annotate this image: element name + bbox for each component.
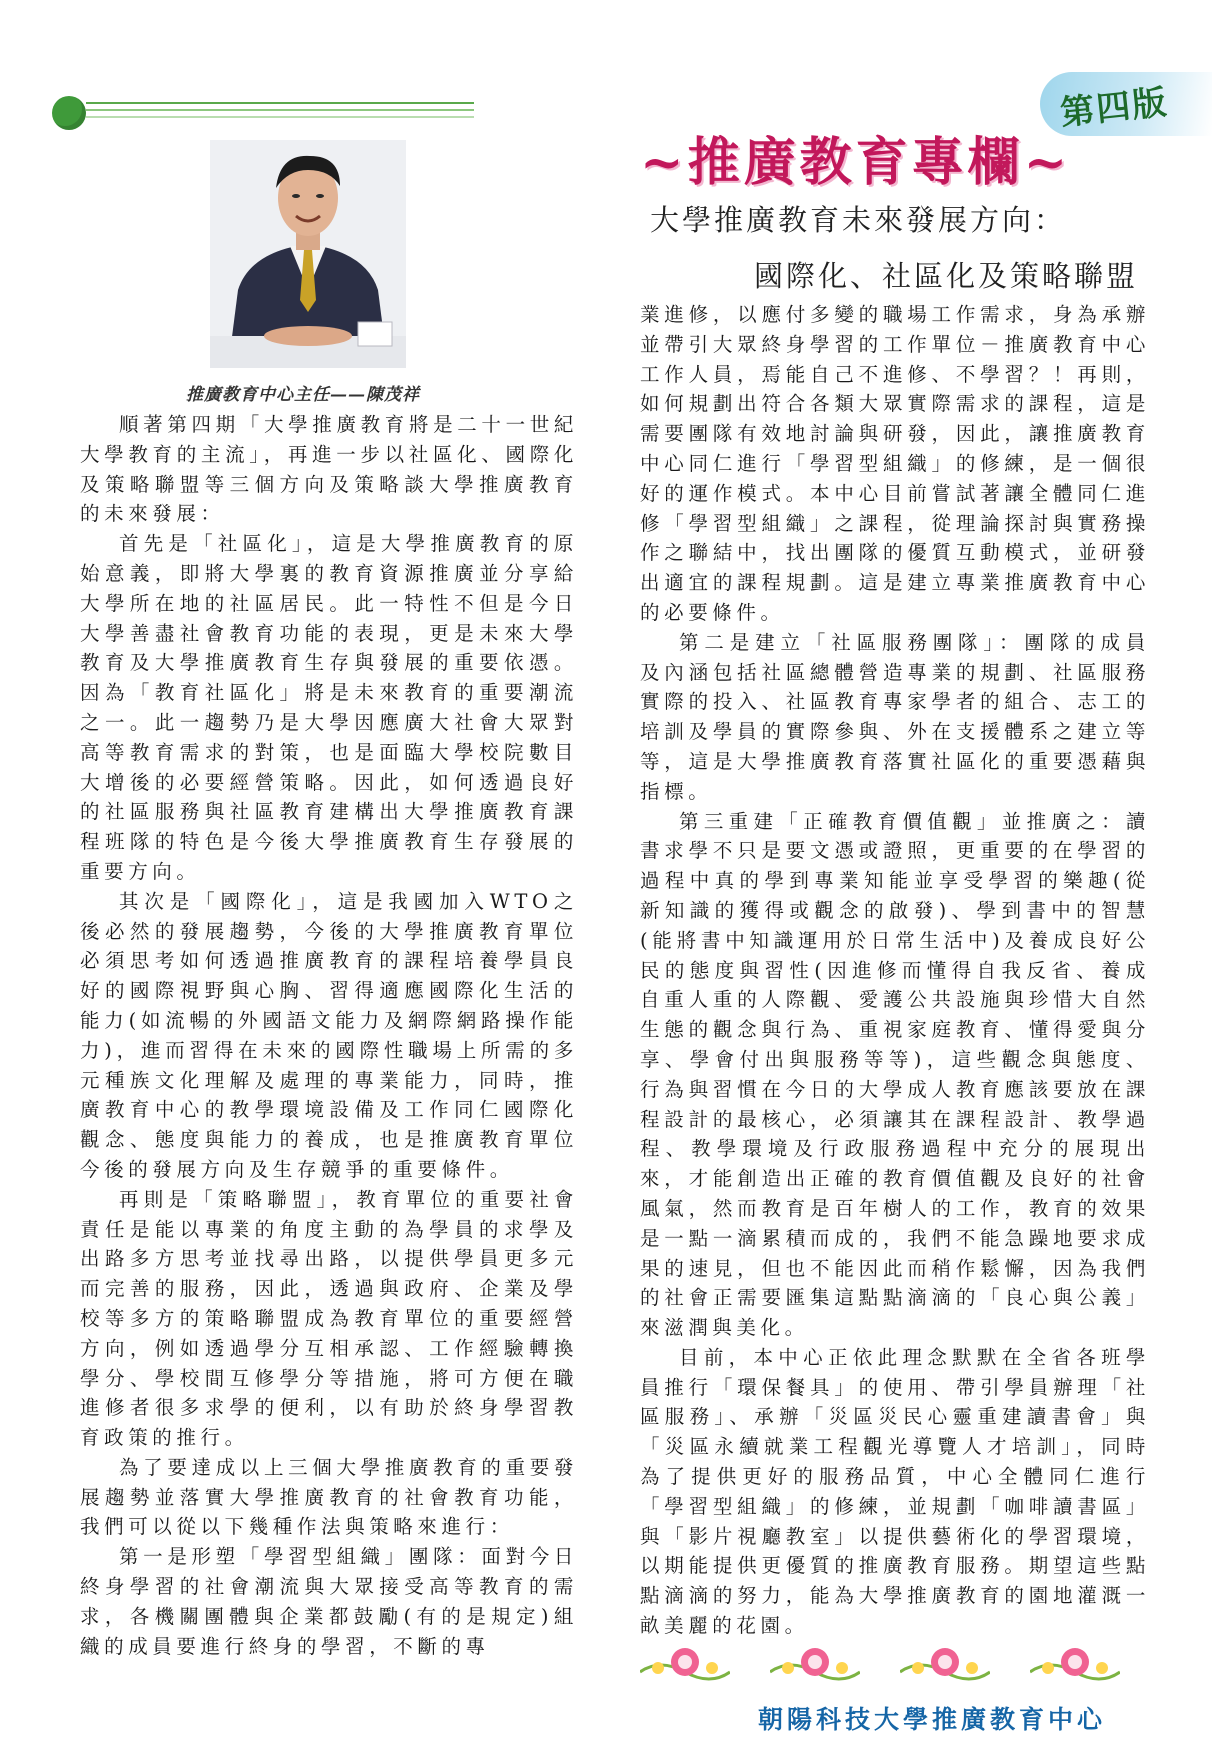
paragraph: 目前，本中心正依此理念默默在全省各班學員推行「環保餐具」的使用、帶引學員辦理「社區服務」、承辦「災區災民心靈重建讀書會」與「災區永續就業工程觀光導覽人才培訓」，同時為了提供更好的服務品質，中心全體同仁進行「學習型組織」的修練，並規劃「咖啡讀書區」與「影片視廳教室」以提供藝術化的學習環境，以期能提供更優質的推廣教育服務。期望這些點點滴滴的努力，能為大學推廣教育的園地灌溉一畝美麗的花園。 bbox=[640, 1345, 1150, 1638]
flower-ornament bbox=[770, 1642, 860, 1688]
column-title: ~推廣教育專欄~ bbox=[640, 132, 1072, 193]
flower-ornament bbox=[900, 1642, 990, 1688]
portrait-illustration bbox=[210, 140, 406, 368]
paragraph: 第一是形塑「學習型組織」團隊：面對今日終身學習的社會潮流與大眾接受高等教育的需求，各機關團體與企業都鼓勵(有的是規定)組織的成員要進行終身的學習，不斷的專 bbox=[80, 1545, 578, 1658]
flower-ornament bbox=[1030, 1642, 1120, 1688]
paragraph: 首先是「社區化」，這是大學推廣教育的原始意義，即將大學裏的教育資源推廣並分享給大學所在地的社區居民。此一特性不但是今日大學善盡社會教育功能的表現，更是未來大學教育及大學推廣教育生存與發展的重要依憑。因為「教育社區化」將是未來教育的重要潮流之一。此一趨勢乃是大學因應廣大社會大眾對高等教育需求的對策，也是面臨大學校院數目大增後的必要經營策略。因此，如何透過良好的社區服務與社區教育建構出大學推廣教育課程班隊的特色是今後大學推廣教育生存發展的重要方向。 bbox=[80, 532, 578, 883]
paragraph: 再則是「策略聯盟」，教育單位的重要社會責任是能以專業的角度主動的為學員的求學及出路多方思考並找尋出路，以提供學員更多元而完善的服務，因此，透過與政府、企業及學校等多方的策略聯盟成為教育單位的重要經營方向，例如透過學分互相承認、工作經驗轉換學分、學校間互修學分等措施，將可方便在職進修者很多求學的便利，以有助於終身學習教育政策的推行。 bbox=[80, 1187, 578, 1450]
photo-caption: 推廣教育中心主任——陳茂祥 bbox=[186, 385, 420, 405]
flower-border bbox=[640, 1636, 1140, 1696]
green-circle-ornament bbox=[52, 96, 86, 130]
green-line-ornament bbox=[86, 102, 474, 124]
paragraph: 第二是建立「社區服務團隊」：團隊的成員及內涵包括社區總體營造專業的規劃、社區服務實際的投入、社區教育專家學者的組合、志工的培訓及學員的實際參與、外在支援體系之建立等等，這是大學推廣教育落實社區化的重要憑藉與指標。 bbox=[640, 630, 1150, 803]
left-column bbox=[80, 410, 578, 1661]
article-title-line-1: 大學推廣教育未來發展方向： bbox=[650, 203, 1067, 237]
edition-label: 第四版 bbox=[1058, 82, 1171, 134]
article-title-line-2: 國際化、社區化及策略聯盟 bbox=[754, 259, 1139, 293]
director-portrait bbox=[210, 140, 406, 368]
flower-ornament bbox=[640, 1642, 730, 1688]
paragraph: 第三重建「正確教育價值觀」並推廣之：讀書求學不只是要文憑或證照，更重要的在學習的過程中真的學到專業知能並享受學習的樂趣(從新知識的獲得或觀念的啟發)、學到書中的智慧(能將書中知識運用於日常生活中)及養成良好公民的態度與習性(因進修而懂得自我反省、養成自重人重的人際觀、愛護公共設施與珍惜大自然生態的觀念與行為、重視家庭教育、懂得愛與分享、學會付出與服務等等)，這些觀念與態度、行為與習慣在今日的大學成人教育應該要放在課程設計的最核心，必須讓其在課程設計、教學過程、教學環境及行政服務過程中充分的展現出來，才能創造出正確的教育價值觀及良好的社會風氣，然而教育是百年樹人的工作，教育的效果是一點一滴累積而成的，我們不能急躁地要求成果的速見，但也不能因此而稍作鬆懈，因為我們的社會正需要匯集這點點滴滴的「良心與公義」來滋潤與美化。 bbox=[640, 809, 1150, 1340]
paragraph: 順著第四期「大學推廣教育將是二十一世紀大學教育的主流」，再進一步以社區化、國際化及策略聯盟等三個方向及策略談大學推廣教育的未來發展： bbox=[80, 413, 578, 526]
paragraph: 為了要達成以上三個大學推廣教育的重要發展趨勢並落實大學推廣教育的社會教育功能，我們可以從以下幾種作法與策略來進行： bbox=[80, 1455, 578, 1539]
footer-organization: 朝陽科技大學推廣教育中心 bbox=[758, 1705, 1107, 1734]
right-column bbox=[640, 300, 1150, 1641]
paragraph: 其次是「國際化」，這是我國加入WTO之後必然的發展趨勢，今後的大學推廣教育單位必須思考如何透過推廣教育的課程培養學員良好的國際視野與心胸、習得適應國際化生活的能力(如流暢的外國語文能力及網際網路操作能力)，進而習得在未來的國際性職場上所需的多元種族文化理解及處理的專業能力，同時，推廣教育中心的教學環境設備及工作同仁國際化觀念、態度與能力的養成，也是推廣教育單位今後的發展方向及生存競爭的重要條件。 bbox=[80, 889, 578, 1181]
paragraph: 業進修，以應付多變的職場工作需求，身為承辦並帶引大眾終身學習的工作單位－推廣教育中心工作人員，焉能自己不進修、不學習？！再則，如何規劃出符合各類大眾實際需求的課程，這是需要團隊有效地討論與研發，因此，讓推廣教育中心同仁進行「學習型組織」的修練，是一個很好的運作模式。本中心目前嘗試著讓全體同仁進修「學習型組織」之課程，從理論探討與實務操作之聯結中，找出團隊的優質互動模式，並研發出適宜的課程規劃。這是建立專業推廣教育中心的必要條件。 bbox=[640, 303, 1150, 624]
